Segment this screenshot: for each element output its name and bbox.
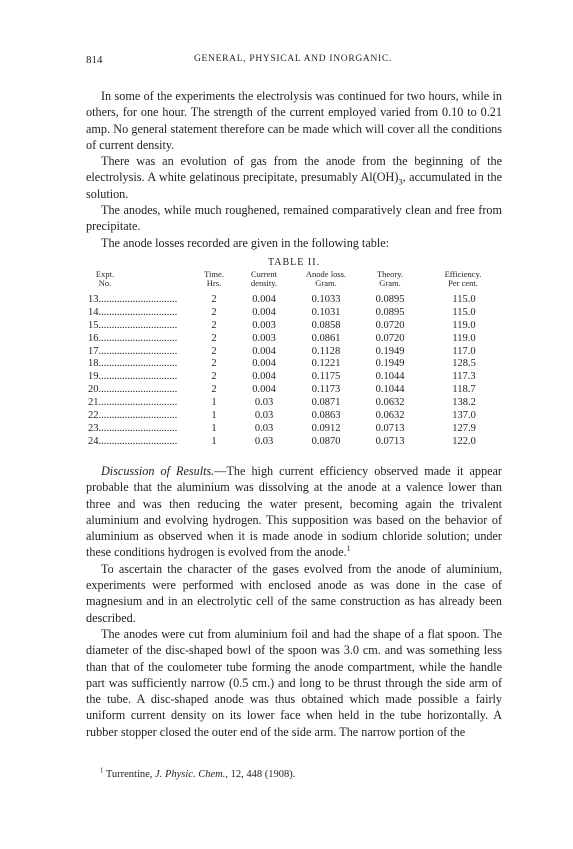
- table-row: [88, 371, 498, 384]
- cell-eff: 117.0: [452, 345, 476, 357]
- cell-eff: 117.3: [452, 371, 476, 383]
- table-body: [88, 294, 498, 449]
- header-label: Time.: [204, 269, 224, 279]
- table-row: [88, 294, 498, 307]
- header-unit: Gram.: [315, 278, 337, 288]
- cell-cd: 0.03: [254, 397, 274, 409]
- cell-theory: 0.0713: [375, 422, 405, 434]
- cell-no: 18..............................: [88, 358, 178, 370]
- cell-no: 22..............................: [88, 410, 178, 422]
- cell-eff: 138.2: [452, 397, 476, 409]
- table-row: [88, 436, 498, 449]
- cell-time: 2: [211, 319, 217, 331]
- table-caption: TABLE II.: [267, 257, 321, 268]
- cell-loss: 0.0912: [311, 422, 341, 434]
- paragraph: [86, 463, 502, 561]
- cell-theory: 0.0720: [375, 332, 405, 344]
- cell-time: 2: [211, 306, 217, 318]
- data-table: [88, 270, 498, 449]
- table-row: [88, 333, 498, 346]
- cell-no: 20..............................: [88, 384, 178, 396]
- cell-loss: 0.0858: [311, 319, 341, 331]
- cell-loss: 0.0870: [311, 435, 341, 447]
- cell-cd: 0.003: [252, 319, 276, 331]
- cell-eff: 119.0: [452, 319, 476, 331]
- table-row: [88, 384, 498, 397]
- cell-theory: 0.0713: [375, 435, 405, 447]
- cell-no: 16..............................: [88, 332, 178, 344]
- header-theory: [358, 270, 422, 288]
- cell-no: 21..............................: [88, 397, 178, 409]
- cell-theory: 0.0895: [375, 306, 405, 318]
- cell-loss: 0.1173: [311, 384, 341, 396]
- header-efficiency: [428, 270, 498, 288]
- running-head: [86, 54, 500, 68]
- footnote-journal: J. Physic. Chem.,: [155, 769, 228, 780]
- cell-time: 2: [211, 384, 217, 396]
- header-loss: [294, 270, 358, 288]
- cell-time: 2: [211, 345, 217, 357]
- cell-cd: 0.004: [252, 358, 276, 370]
- footnote: [100, 769, 500, 780]
- table-row: [88, 423, 498, 436]
- paragraph: The anode losses recorded are given in the following table:: [101, 235, 390, 250]
- cell-time: 1: [211, 397, 217, 409]
- table-row: [88, 410, 498, 423]
- cell-loss: 0.1175: [311, 371, 341, 383]
- table-row: [88, 346, 498, 359]
- cell-cd: 0.004: [252, 306, 276, 318]
- subscript: 3: [398, 176, 403, 187]
- header-label: Efficiency.: [444, 269, 482, 279]
- footnote-mark: 1: [100, 767, 104, 775]
- cell-theory: 0.0720: [375, 319, 405, 331]
- footnote-citation: 12, 448 (1908).: [230, 769, 296, 780]
- cell-no: 13..............................: [88, 294, 178, 305]
- header-unit: No.: [98, 278, 112, 288]
- cell-cd: 0.03: [254, 410, 274, 422]
- cell-cd: 0.003: [252, 332, 276, 344]
- cell-loss: 0.1031: [311, 306, 341, 318]
- table-row: [88, 320, 498, 333]
- cell-time: 1: [211, 422, 217, 434]
- table-row: [88, 358, 498, 371]
- discussion-text: [86, 463, 502, 740]
- cell-eff: 128.5: [452, 358, 476, 370]
- cell-no: 23..............................: [88, 422, 178, 434]
- footnote-ref: 1: [346, 544, 351, 554]
- cell-cd: 0.004: [252, 384, 276, 396]
- cell-eff: 122.0: [452, 435, 476, 447]
- cell-theory: 0.0632: [375, 397, 405, 409]
- header-current: [234, 270, 294, 288]
- header-unit: density.: [250, 278, 278, 288]
- cell-time: 2: [211, 358, 217, 370]
- cell-cd: 0.03: [254, 422, 274, 434]
- paragraph-text: There was an evolution of gas from the anode from the beginning of the electrolysis. A white gelatinous precipitate, presumably Al(OH): [86, 154, 502, 185]
- cell-cd: 0.03: [254, 435, 274, 447]
- header-label: Current: [251, 269, 277, 279]
- cell-time: 2: [211, 332, 217, 344]
- paragraph: The anodes, while much roughened, remained comparatively clean and free from precipitate.: [86, 203, 502, 234]
- cell-eff: 118.7: [452, 384, 476, 396]
- header-unit: Hrs.: [206, 278, 222, 288]
- cell-cd: 0.004: [252, 371, 276, 383]
- paragraph-text: , accumulated in the solution.: [86, 170, 502, 201]
- intro-text: [86, 88, 502, 251]
- paragraph: [86, 153, 502, 202]
- cell-theory: 0.1949: [375, 358, 405, 370]
- cell-eff: 127.9: [452, 422, 476, 434]
- cell-eff: 137.0: [452, 410, 476, 422]
- table-row: [88, 397, 498, 410]
- cell-cd: 0.004: [252, 294, 276, 305]
- cell-eff: 115.0: [452, 306, 476, 318]
- cell-no: 17..............................: [88, 345, 178, 357]
- header-label: Theory.: [376, 269, 404, 279]
- footnote-author: Turrentine,: [105, 769, 153, 780]
- cell-loss: 0.0863: [311, 410, 341, 422]
- cell-time: 1: [211, 435, 217, 447]
- cell-loss: 0.0871: [311, 397, 341, 409]
- cell-loss: 0.0861: [311, 332, 341, 344]
- header-unit: Gram.: [379, 278, 401, 288]
- cell-loss: 0.1221: [311, 358, 341, 370]
- cell-no: 24..............................: [88, 435, 178, 447]
- cell-theory: 0.1044: [375, 384, 405, 396]
- cell-theory: 0.0632: [375, 410, 405, 422]
- paragraph-text: —The high current efficiency observed made it appear probable that the aluminium was dissolving at the anode at a valence lower than three and was then reducing the water present, becoming again the trivalent aluminium and evolving hydrogen. This supposition was based on the behavior of aluminium as observed when it is made anode in sodium chloride solution; under these conditions hydrogen is evolved from the anode.: [86, 464, 502, 560]
- paragraph: In some of the experiments the electrolysis was continued for two hours, while in others, for one hour. The strength of the current employed varied from 0.10 to 0.21 amp. No general statement therefore can be made which will cover all the conditions of current density.: [86, 89, 502, 152]
- discussion-heading: Discussion of Results.: [101, 464, 215, 478]
- header-label: Expt.: [95, 269, 115, 279]
- cell-no: 19..............................: [88, 371, 178, 383]
- cell-time: 2: [211, 294, 217, 305]
- cell-theory: 0.1949: [375, 345, 405, 357]
- table-row: [88, 307, 498, 320]
- cell-theory: 0.1044: [375, 371, 405, 383]
- cell-time: 1: [211, 410, 217, 422]
- cell-loss: 0.1128: [311, 345, 341, 357]
- header-label: Anode loss.: [305, 269, 347, 279]
- cell-cd: 0.004: [252, 345, 276, 357]
- cell-time: 2: [211, 371, 217, 383]
- paragraph: To ascertain the character of the gases evolved from the anode of aluminium, experiments were performed with enclosed anode as was done in the case of magnesium and in an electrolytic cell of the same construction as has already been described.: [86, 561, 502, 625]
- header-expt: [88, 270, 122, 288]
- table-header: [88, 270, 498, 294]
- cell-no: 15..............................: [88, 319, 178, 331]
- paragraph: The anodes were cut from aluminium foil and had the shape of a flat spoon. The diameter of the disc-shaped bowl of the spoon was 3.0 cm. and was something less than that of the coulometer tube forming the anode compartment, while the handle part was sufficiently narrow (0.5 cm.) and long to be thrust through the side arm of the tube. A disc-shaped anode was thus obtained which made possible a fairly uniform current density on its lower face when held in the tube horizontally. A rubber stopper closed the outer end of the side arm. The narrow portion of the: [86, 626, 502, 739]
- page-number: 814: [86, 54, 103, 66]
- cell-theory: 0.0895: [375, 294, 405, 305]
- cell-eff: 115.0: [452, 294, 476, 305]
- cell-loss: 0.1033: [311, 294, 341, 305]
- section-title: GENERAL, PHYSICAL AND INORGANIC.: [193, 54, 393, 64]
- cell-eff: 119.0: [452, 332, 476, 344]
- cell-no: 14..............................: [88, 306, 178, 318]
- header-unit: Per cent.: [448, 278, 478, 288]
- header-time: [196, 270, 232, 288]
